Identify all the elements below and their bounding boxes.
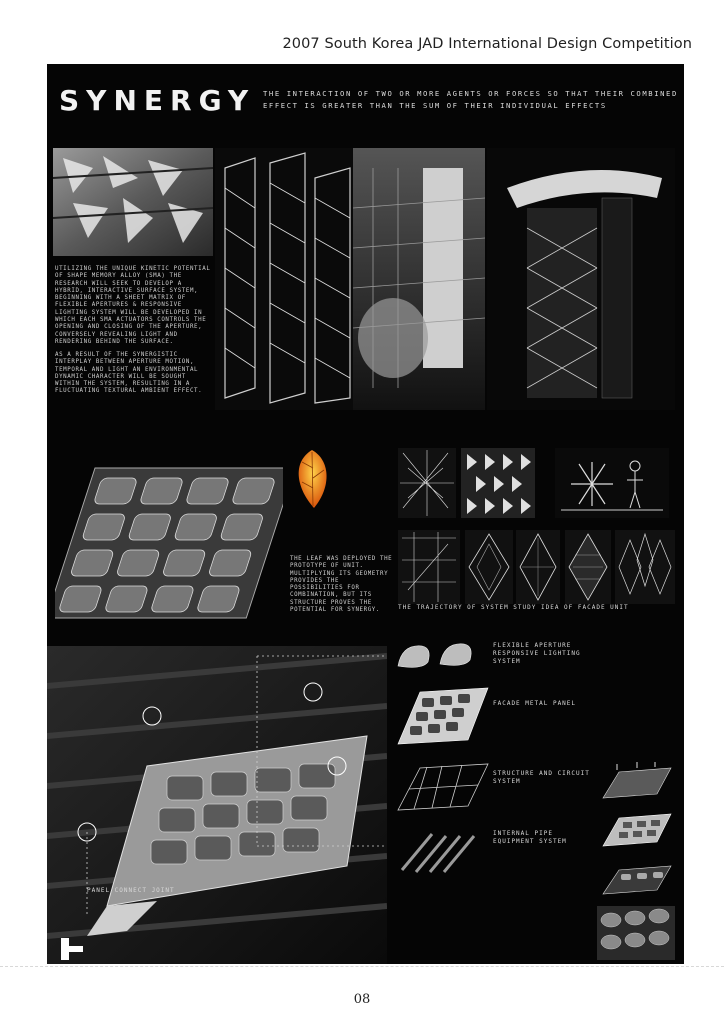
lattice-structure-image (215, 148, 359, 410)
study-pattern-1 (398, 448, 456, 518)
surface-texture-image (53, 148, 213, 256)
study-diamond-4 (615, 530, 675, 604)
leaf-caption: THE LEAF WAS DEPLOYED THE PROTOTYPE OF UNIT. MULTIPLYING ITS GEOMETRY PROVIDES THE POSSIBILITIES FOR COMBINATION, BUT ITS STRUCTURE PROVES THE POTENTIAL FOR SYNERGY. (290, 556, 393, 614)
thumbnail-4 (597, 906, 675, 960)
facade-panel-component (392, 684, 492, 754)
intro-paragraph-1: UTILIZING THE UNIQUE KINETIC POTENTIAL OF SHAPE MEMORY ALLOY (SMA) THE RESEARCH WILL SEEK TO DEVELOP A HYBRID, INTERACTIVE SURFACE SYSTEM, BEGINNING WITH A SHEET MATRIX OF FLEXIBLE APERTURES & RESPONSIVE LIGHTING SYSTEM WILL BE DEVELOPED IN WHICH EACH SMA ACTUATORS CONTROLS THE OPENING AND CLOSING OF THE APERTURE, CONVERSELY REVEALING LIGHT AND RENDERING BEHIND THE SURFACE. (55, 266, 211, 345)
poster (47, 64, 684, 964)
trajectory-caption: THE TRAJECTORY OF SYSTEM STUDY IDEA OF FACADE UNIT (398, 604, 629, 611)
study-diamond-1 (465, 530, 513, 604)
aperture-panel-model (55, 448, 283, 620)
building-rendering-1 (353, 148, 485, 410)
label-structure: STRUCTURE AND CIRCUIT SYSTEM (493, 770, 590, 785)
building-rendering-2 (487, 148, 675, 410)
poster-subtitle: THE INTERACTION OF TWO OR MORE AGENTS OR FORCES SO THAT THEIR COMBINED EFFECT IS GREATER THAN THE SUM OF THEIR INDIVIDUAL EFFECTS (263, 89, 678, 110)
thumbnail-2 (597, 810, 675, 854)
thumbnail-1 (597, 762, 675, 806)
study-diamond-2 (516, 530, 560, 604)
pipe-component (392, 824, 492, 878)
page-number: 08 (353, 992, 371, 1007)
panel-joint-label: PANEL CONNECT JOINT (87, 887, 175, 894)
leaf-image (290, 448, 334, 512)
poster-title: SYNERGY (59, 84, 256, 117)
study-diamond-3 (565, 530, 611, 604)
intro-paragraph-2: AS A RESULT OF THE SYNERGISTIC INTERPLAY BETWEEN APERTURE MOTION, TEMPORAL AND LIGHT AN ENVIRONMENTAL DYNAMIC CHARACTER WILL BE SOUGHT WITHIN THE SYSTEM, RESULTING IN A FLUCTUATING TEXTURAL AMBIENT EFFECT. (55, 352, 203, 395)
label-flexible: FLEXIBLE APERTURE RESPONSIVE LIGHTING SYSTEM (493, 642, 581, 665)
page-divider (0, 966, 724, 967)
competition-header: 2007 South Korea JAD International Design Competition (282, 36, 692, 52)
label-facade: FACADE METAL PANEL (493, 700, 577, 707)
aperture-component (392, 636, 484, 676)
study-sketch-1 (398, 530, 460, 604)
logo-mark (61, 938, 83, 960)
structure-component (392, 760, 492, 818)
study-pattern-2 (461, 448, 535, 518)
thumbnail-3 (597, 858, 675, 902)
label-internal: INTERNAL PIPE EQUIPMENT SYSTEM (493, 830, 567, 845)
facade-assembly-rendering (47, 646, 387, 964)
unit-scale-figure (555, 448, 669, 518)
